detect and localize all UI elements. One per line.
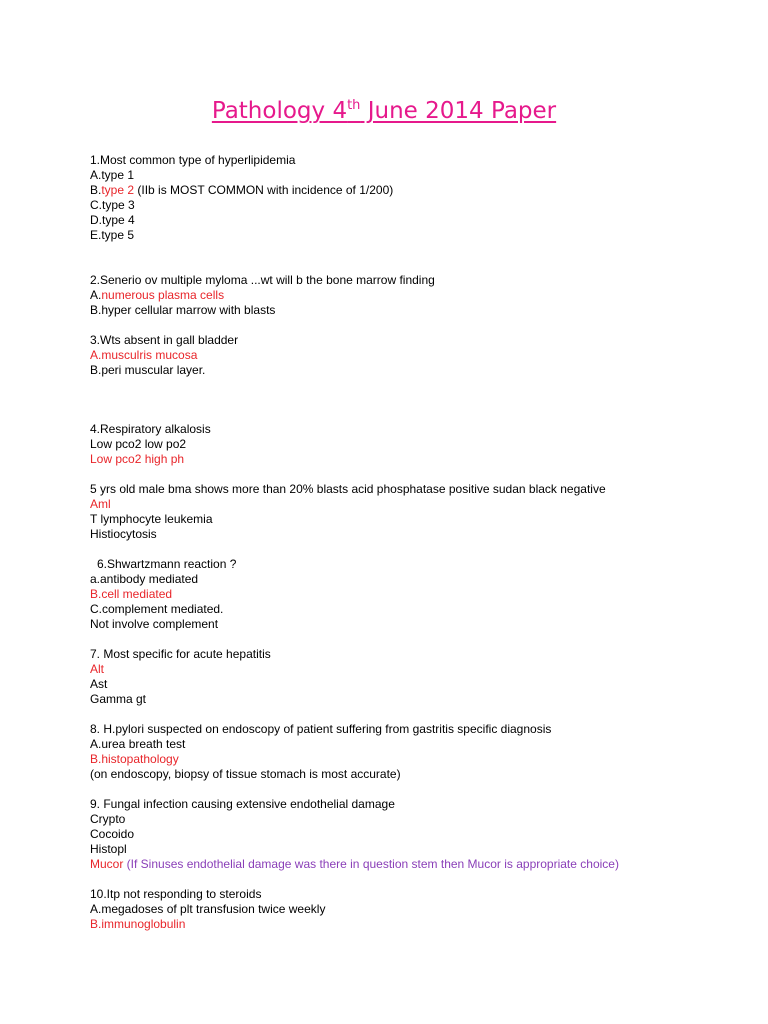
option: E.type 5: [90, 228, 135, 242]
option: D.type 4: [90, 213, 135, 227]
option: Histopl: [90, 842, 127, 856]
option: a.antibody mediated: [90, 572, 199, 586]
option: A.type 1: [90, 168, 135, 182]
title-prefix: Pathology 4: [211, 98, 348, 124]
question-text: 2.Senerio ov multiple myloma ...wt will b the bone marrow finding: [90, 273, 435, 287]
correct-answer: type 2: [101, 183, 135, 197]
question-1: [90, 153, 730, 243]
option: B.peri muscular layer.: [90, 363, 206, 377]
option: Histiocytosis: [90, 527, 157, 541]
page-title-text: [212, 98, 556, 124]
spacer: [90, 378, 730, 422]
option-answer-line: [90, 183, 730, 198]
option: Cocoido: [90, 827, 135, 841]
option: Not involve complement: [90, 617, 219, 631]
option: C.complement mediated.: [90, 602, 224, 616]
option: Low pco2 low po2: [90, 437, 187, 451]
correct-answer: B.immunoglobulin: [90, 917, 186, 931]
option: T lymphocyte leukemia: [90, 512, 213, 526]
correct-answer: Low pco2 high ph: [90, 452, 185, 466]
spacer: [90, 542, 730, 557]
option: A.urea breath test: [90, 737, 186, 751]
answer-note: (on endoscopy, biopsy of tissue stomach is most accurate): [90, 767, 401, 781]
option: B.hyper cellular marrow with blasts: [90, 303, 276, 317]
question-7: [90, 647, 730, 707]
option: Ast: [90, 677, 108, 691]
spacer: [90, 707, 730, 722]
question-text: 7. Most specific for acute hepatitis: [90, 647, 271, 661]
question-text: 9. Fungal infection causing extensive endothelial damage: [90, 797, 395, 811]
question-6: [90, 557, 730, 632]
correct-answer: A.musculris mucosa: [90, 348, 198, 362]
spacer: [90, 467, 730, 482]
question-text: 6.Shwartzmann reaction ?: [97, 557, 237, 571]
spacer: [90, 243, 730, 273]
question-5: [90, 482, 730, 542]
option: C.type 3: [90, 198, 135, 212]
answer-note: (IIb is MOST COMMON with incidence of 1/200): [134, 183, 394, 197]
spacer: [90, 632, 730, 647]
page-title: [0, 95, 768, 127]
correct-answer: Mucor: [90, 857, 124, 871]
question-8: [90, 722, 730, 782]
title-superscript: th: [347, 98, 361, 113]
spacer: [90, 872, 730, 887]
option: A.megadoses of plt transfusion twice weekly: [90, 902, 326, 916]
option-answer-line: [90, 857, 730, 872]
option: Gamma gt: [90, 692, 147, 706]
spacer: [90, 318, 730, 333]
question-text: 1.Most common type of hyperlipidemia: [90, 153, 296, 167]
question-10: [90, 887, 730, 932]
correct-answer: B.cell mediated: [90, 587, 173, 601]
question-4: [90, 422, 730, 467]
correct-answer: B.histopathology: [90, 752, 179, 766]
correct-answer: Alt: [90, 662, 105, 676]
question-9: [90, 797, 730, 872]
option-letter: B.: [90, 183, 102, 197]
option-answer-line: [90, 288, 730, 303]
title-suffix: June 2014 Paper: [360, 98, 557, 124]
question-2: [90, 273, 730, 318]
answer-note: (If Sinuses endothelial damage was there in question stem then Mucor is appropriate choice): [123, 857, 619, 871]
spacer: [90, 782, 730, 797]
correct-answer: numerous plasma cells: [101, 288, 225, 302]
question-3: [90, 333, 730, 378]
question-text: 5 yrs old male bma shows more than 20% blasts acid phosphatase positive sudan black negative: [90, 482, 606, 496]
option-letter: A.: [90, 288, 102, 302]
question-text: 3.Wts absent in gall bladder: [90, 333, 239, 347]
question-text: 8. H.pylori suspected on endoscopy of patient suffering from gastritis specific diagnosis: [90, 722, 552, 736]
question-text: 10.Itp not responding to steroids: [90, 887, 262, 901]
option: Crypto: [90, 812, 126, 826]
correct-answer: Aml: [90, 497, 111, 511]
question-text: 4.Respiratory alkalosis: [90, 422, 211, 436]
question-list: [90, 153, 730, 932]
